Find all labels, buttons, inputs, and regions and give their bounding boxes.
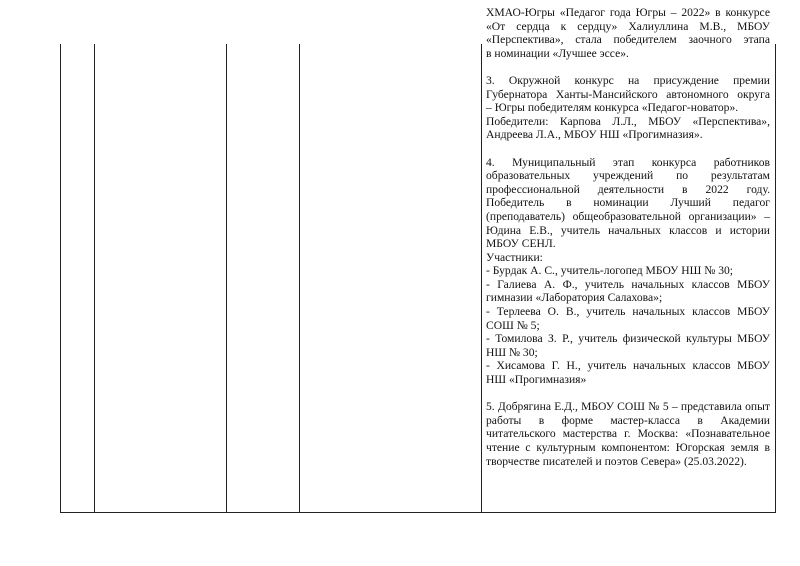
text-line: 4. Муниципальный этап конкурса работников xyxy=(486,155,770,169)
results-cell xyxy=(486,6,770,468)
text-line: - Терлеева О. В., учитель начальных классов МБОУ xyxy=(486,305,770,319)
text-line: Губернатора Ханты-Мансийского автономного округа xyxy=(486,87,770,101)
paragraph-spacer xyxy=(486,60,770,74)
paragraph xyxy=(486,305,770,332)
table-column-divider xyxy=(481,44,482,512)
text-line: - Галиева А. Ф., учитель начальных классов МБОУ xyxy=(486,277,770,291)
text-line: - Бурдак А. С., учитель-логопед МБОУ НШ № 30; xyxy=(486,264,734,278)
paragraph xyxy=(486,115,770,142)
paragraph xyxy=(486,400,770,468)
text-line: НШ «Прогимназия» xyxy=(486,373,587,387)
text-line: читательского мастерства г. Москва: «Познавательное xyxy=(486,427,770,441)
text-line: образовательных учреждений по результатам xyxy=(486,169,770,183)
paragraph xyxy=(486,332,770,359)
paragraph xyxy=(486,156,770,251)
text-line: Андреева Л.А., МБОУ НШ «Прогимназия». xyxy=(486,128,703,142)
text-line: в номинации «Лучшее эссе». xyxy=(486,46,629,60)
text-line: ХМАО-Югры «Педагог года Югры – 2022» в конкурсе xyxy=(486,6,770,19)
text-line: Участники: xyxy=(486,250,543,264)
table-column-divider xyxy=(299,44,300,512)
text-line: профессиональной деятельности в 2022 году. xyxy=(486,182,770,196)
text-line: чтение с культурным компонентом: Югорская земля в xyxy=(486,441,770,454)
text-line: работы в форме мастер-класса в Академии xyxy=(486,413,770,427)
table-column-divider xyxy=(226,44,227,512)
text-line: творчестве писателей и поэтов Севера» (25.03.2022). xyxy=(486,454,747,468)
table-column-divider xyxy=(94,44,95,512)
paragraph xyxy=(486,251,770,265)
paragraph xyxy=(486,278,770,305)
text-line: - Хисамова Г. Н., учитель начальных классов МБОУ xyxy=(486,359,770,373)
paragraph-spacer xyxy=(486,387,770,401)
text-line: «От сердца к сердцу» Халиуллина М.В., МБОУ xyxy=(486,19,770,33)
paragraph xyxy=(486,264,770,278)
paragraph xyxy=(486,6,770,60)
text-line: – Югры победителям конкурса «Педагог-новатор». xyxy=(486,101,739,115)
text-line: Победители: Карпова Л.Л., МБОУ «Перспектива», xyxy=(486,114,770,128)
text-line: (преподаватель) общеобразовательной организации» – xyxy=(486,209,770,223)
text-line: гимназии «Лаборатория Салахова»; xyxy=(486,291,663,305)
text-line: 3. Окружной конкурс на присуждение премии xyxy=(486,73,770,87)
text-line: - Томилова З. Р., учитель физической культуры МБОУ xyxy=(486,332,770,346)
text-line: МБОУ СЕНЛ. xyxy=(486,237,556,251)
paragraph xyxy=(486,74,770,115)
text-line: «Перспектива», стала победителем заочного этапа xyxy=(486,33,770,47)
text-line: 5. Добрягина Е.Д., МБОУ СОШ № 5 – представила опыт xyxy=(486,400,770,414)
paragraph xyxy=(486,359,770,386)
text-line: СОШ № 5; xyxy=(486,318,540,332)
text-line: Юдина Е.В., учитель начальных классов и истории xyxy=(486,223,770,237)
paragraph-spacer xyxy=(486,142,770,156)
text-line: НШ № 30; xyxy=(486,345,538,359)
text-line: Победитель в номинации Лучший педагог xyxy=(486,196,770,210)
